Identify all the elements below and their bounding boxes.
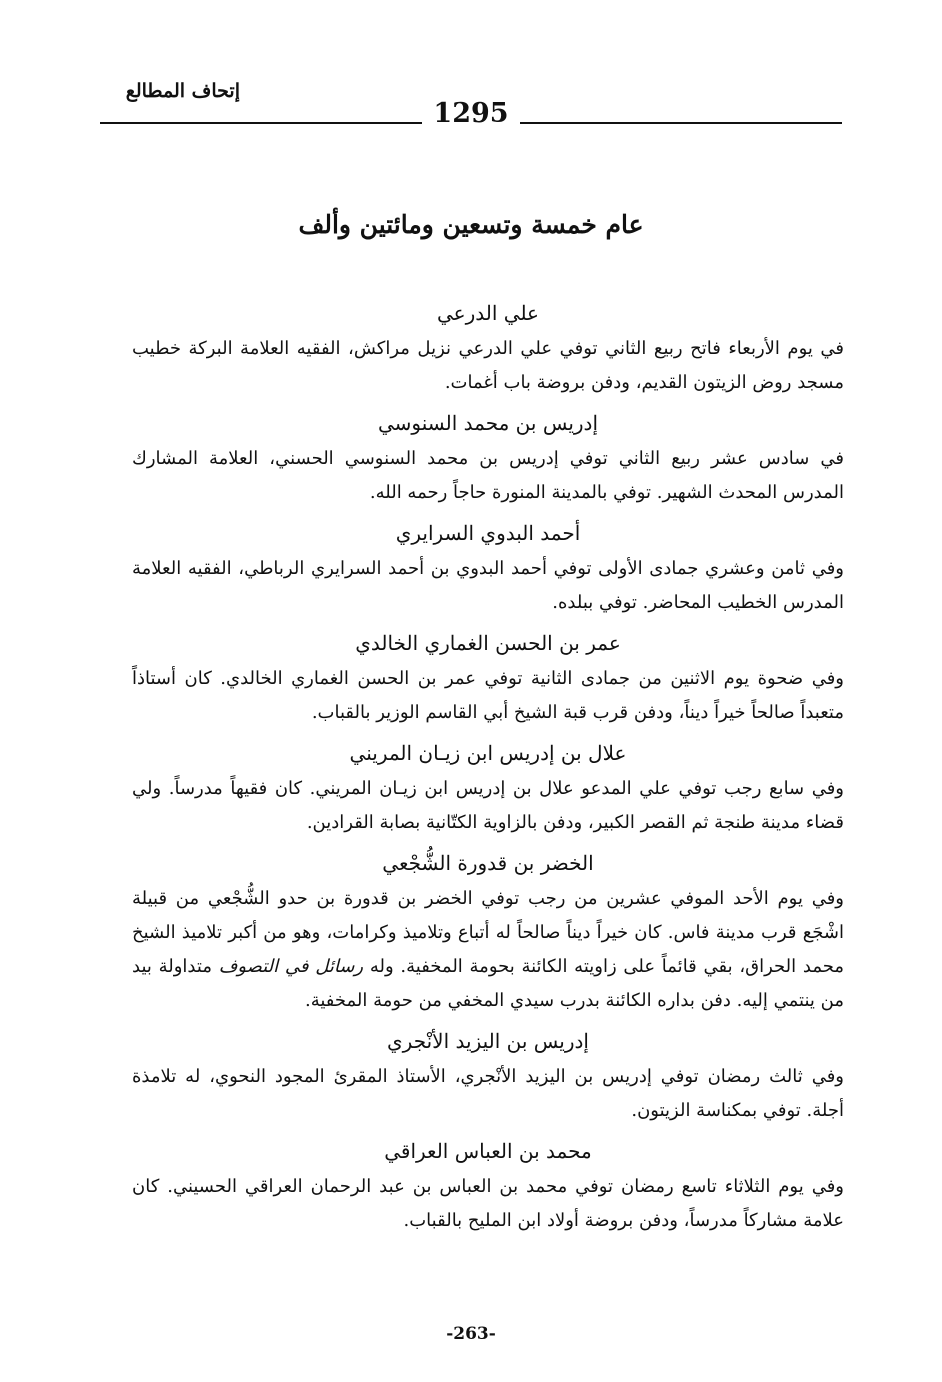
header-year-number: 1295 <box>433 98 509 129</box>
entry-name: إدريس بن محمد السنوسي <box>377 411 599 435</box>
entry-text: وفي سابع رجب توفي علي المدعو علال بن إدريس ابن زيـان المريني. كان فقيهاً مدرساً. ولي قضاء مدينة طنجة ثم القصر الكبير، ودفن بالزاوية الكتّانية بصابة القرادين. <box>132 778 844 833</box>
entry <box>132 736 844 840</box>
entry-name: محمد بن العباس العراقي <box>384 1139 592 1163</box>
entry <box>132 846 844 1018</box>
entry-text-part: وفي يوم الأحد الموفي عشرين من رجب توفي الخضر بن قدورة بن حدو الشُّجْعي من قبيلة اشْجَع قرب مدينة فاس. كان خيراً ديناً صالحاً له أتباع وتلاميذ وكرامات، وهو من أكبر تلاميذ الشيخ محمد الحراق، بقي قائماً على زاويته الكائنة بحومة المخفية. وله <box>132 888 844 977</box>
entry <box>132 1024 844 1128</box>
entry-text: وفي ضحوة يوم الاثنين من جمادى الثانية توفي عمر بن الحسن الغماري الخالدي. كان أستاذاً متعبداً صالحاً خيراً ديناً، ودفن قرب قبة الشيخ أبي القاسم الوزير بالقباب. <box>132 668 844 723</box>
entry-name: عمر بن الحسن الغماري الخالدي <box>355 631 621 655</box>
entry-name: علي الدرعي <box>437 301 539 325</box>
entry <box>132 626 844 730</box>
entry-text: في سادس عشر ربيع الثاني توفي إدريس بن محمد السنوسي الحسني، العلامة المشارك المدرس المحدث الشهير. توفي بالمدينة المنورة حاجاً رحمه الله. <box>132 448 844 503</box>
entry-text: وفي ثامن وعشري جمادى الأولى توفي أحمد البدوي بن أحمد السرايري الرباطي، الفقيه العلامة المدرس الخطيب المحاضر. توفي ببلده. <box>132 558 844 613</box>
entry-text <box>132 882 844 1018</box>
entry-text-part: متداولة بيد من ينتمي إليه. دفن بداره الكائنة بدرب سيدي المخفي من حومة المخفية. <box>132 956 844 1011</box>
entry-name: الخضر بن قدورة الشُّجْعي <box>382 851 594 875</box>
obituary-entries <box>132 290 844 1244</box>
entry <box>132 406 844 510</box>
year-title: عام خمسة وتسعين ومائتين وألف <box>298 210 644 239</box>
entry-text-italic: رسائل في التصوف <box>218 956 364 977</box>
header-rule-left <box>100 122 422 124</box>
entry-name: إدريس بن اليزيد الأنْجري <box>387 1029 589 1053</box>
page-number: -263- <box>446 1324 496 1344</box>
running-title: إتحاف المطالع <box>125 80 240 102</box>
entry-name: علال بن إدريس ابن زيـان المريني <box>349 741 627 765</box>
entry-text: في يوم الأربعاء فاتح ربيع الثاني توفي علي الدرعي نزيل مراكش، الفقيه العلامة البركة خطيب مسجد روض الزيتون القديم، ودفن بروضة باب أغمات. <box>132 338 844 393</box>
entry-text: وفي يوم الثلاثاء تاسع رمضان توفي محمد بن العباس بن عبد الرحمان العراقي الحسيني. كان علامة مشاركاً مدرساً، ودفن بروضة أولاد ابن المليح بالقباب. <box>132 1176 844 1231</box>
entry <box>132 296 844 400</box>
entry-text: وفي ثالث رمضان توفي إدريس بن اليزيد الأنْجري، الأستاذ المقرئ المجود النحوي، له تلامذة أجلة. توفي بمكناسة الزيتون. <box>132 1066 844 1121</box>
entry <box>132 1134 844 1238</box>
entry-name: أحمد البدوي السرايري <box>395 521 581 545</box>
entry <box>132 516 844 620</box>
